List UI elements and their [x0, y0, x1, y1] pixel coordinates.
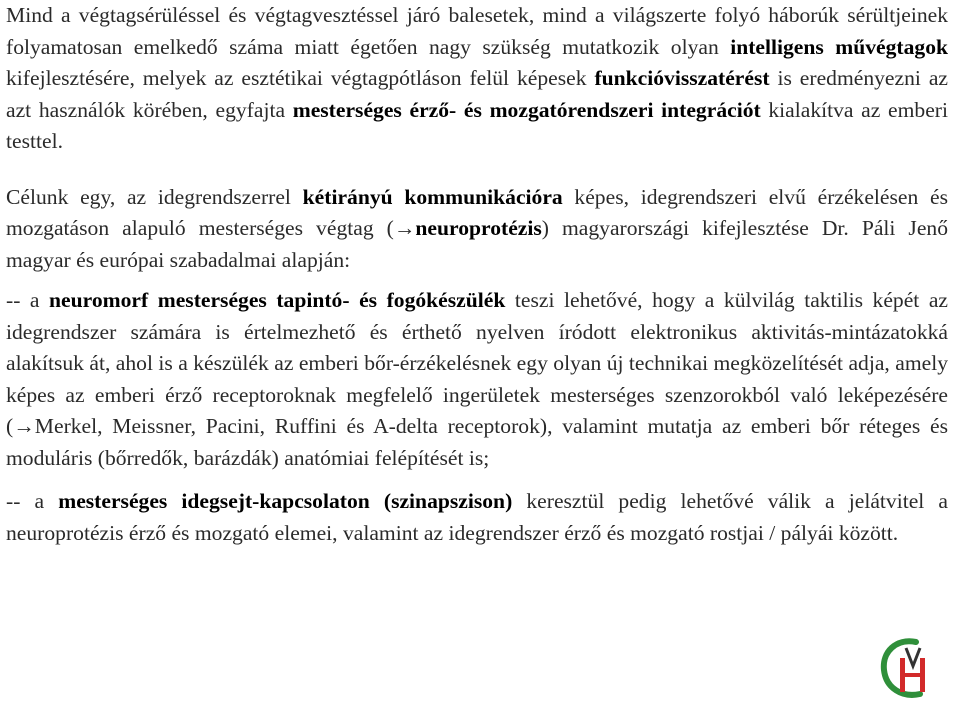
- text-run: teszi lehetővé, hogy a külvilág taktilis képét az idegrendszer számára is értelmezhető és érthető nyelven íródott elektronikus aktivitás-mintázatokká alakítsuk át, ahol is a készülék az emberi bőr-érzékelésnek egy olyan új technikai megközelítését adja, amely képes az emberi érző receptoroknak megfelelő ingerületek mesterséges szenzorokból való leképezésére (→Merkel, Meissner, Pacini, Ruffini és A-delta receptorok), valamint mutatja az emberi bőr réteges és moduláris (bőrredők, barázdák) anatómiai felépítését is;: [6, 288, 949, 470]
- text-run: képes, idegrendszeri elvű érzékelésen és mozgatáson alapuló mesterséges végtag (→: [6, 184, 948, 240]
- bold-term: neuroprotézis: [415, 216, 542, 240]
- paragraph-intro: [6, 0, 948, 158]
- logo-letters: C V H: [876, 636, 879, 637]
- bold-term: funkcióvisszatérést: [594, 66, 770, 90]
- bold-term: neuromorf mesterséges tapintó- és fogókészülék: [49, 288, 506, 312]
- logo-v-shape: [906, 648, 920, 666]
- bold-term: kétirányú kommunikációra: [302, 184, 563, 209]
- text-run: kialakítva az emberi testtel.: [6, 97, 948, 153]
- text-run: kifejlesztésére, melyek az esztétikai végtagpótláson felül képesek: [6, 66, 595, 90]
- paragraph-goal: [6, 182, 948, 277]
- text-run: is eredményezni az azt használók körében, egyfajta: [6, 66, 948, 122]
- paragraph-synapse: [6, 486, 948, 549]
- text-run: Célunk egy, az idegrendszerrel: [6, 184, 303, 209]
- text-run: keresztül pedig lehetővé válik a jelátvitel a neuroprotézis érző és mozgató elemei, valamint az idegrendszer érző és mozgató rostjai / pályái között.: [6, 489, 948, 545]
- logo-h-bar: [900, 673, 925, 677]
- paragraph-tactile-device: [6, 285, 948, 474]
- bold-term: mesterséges idegsejt-kapcsolaton (szinapszison): [58, 489, 513, 513]
- text-run: ) magyarországi kifejlesztése Dr. Páli Jenő magyar és európai szabadalmai alapján:: [6, 216, 949, 272]
- document-body: [6, 0, 948, 549]
- text-run: Mind a végtagsérüléssel és végtagvesztéssel járó balesetek, mind a világszerte folyó háborúk sérültjeinek folyamatosan emelkedő száma miatt égetően nagy szükség mutatkozik olyan: [6, 3, 948, 59]
- cvh-logo-icon: [876, 636, 948, 700]
- text-run: -- a: [6, 288, 50, 312]
- bold-term: mesterséges érző- és mozgatórendszeri integrációt: [292, 97, 761, 122]
- bold-term: intelligens művégtagok: [730, 34, 949, 59]
- text-run: -- a: [6, 489, 59, 513]
